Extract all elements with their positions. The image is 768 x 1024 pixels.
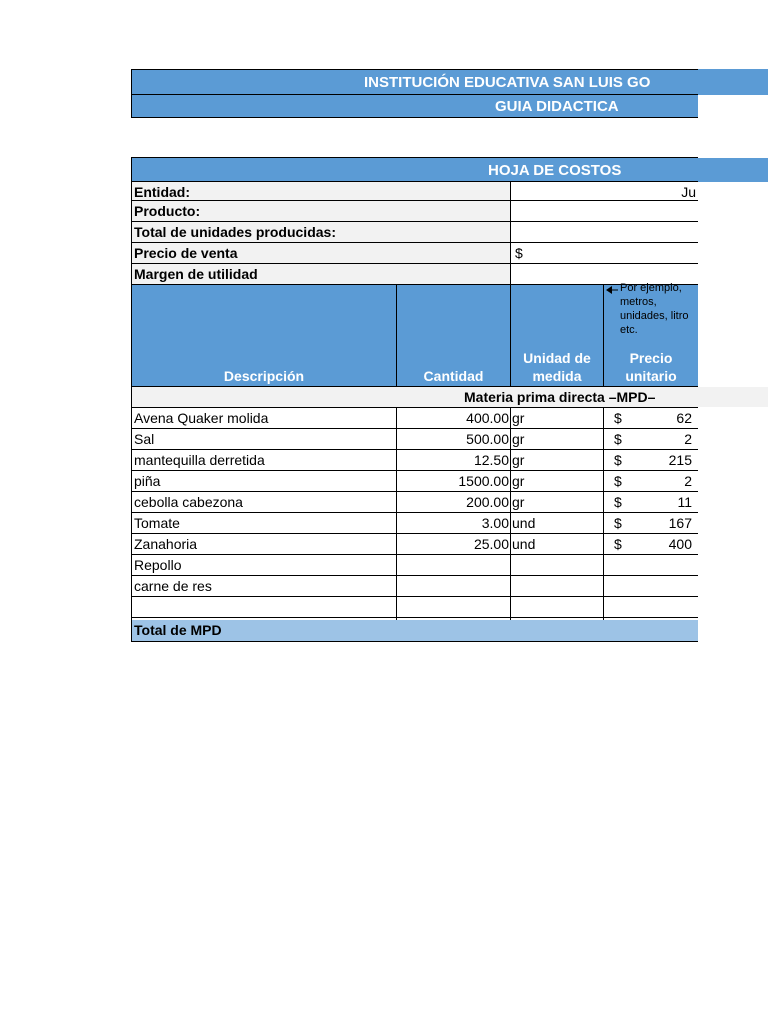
row-unit-price[interactable]: 167 [668, 515, 692, 531]
guide-title: GUIA DIDACTICA [495, 98, 619, 115]
row-unit[interactable]: und [512, 536, 536, 552]
note-line-4: etc. [620, 324, 638, 336]
row-unit-price[interactable]: 11 [677, 494, 692, 510]
note-line-2: metros, [620, 296, 657, 308]
row-unit-price[interactable]: 2 [684, 473, 692, 489]
cost-sheet-title: HOJA DE COSTOS [488, 162, 622, 179]
row-unit[interactable]: und [512, 515, 536, 531]
column-unit-line2: medida [532, 368, 582, 384]
row-description[interactable]: Sal [134, 431, 155, 447]
row-quantity[interactable]: 25.00 [473, 536, 509, 552]
row-unit[interactable]: gr [512, 473, 525, 489]
row-quantity[interactable]: 12.50 [473, 452, 509, 468]
column-price-line1: Precio [629, 350, 673, 366]
row-description[interactable]: Avena Quaker molida [134, 410, 269, 426]
row-description[interactable]: piña [134, 473, 161, 489]
row-description[interactable]: cebolla cabezona [134, 494, 243, 510]
row-currency[interactable]: $ [614, 410, 622, 426]
row-description[interactable]: Zanahoria [134, 536, 198, 552]
row-currency[interactable]: $ [614, 515, 622, 531]
note-line-3: unidades, litro [620, 310, 689, 322]
row-quantity[interactable]: 400.00 [466, 410, 509, 426]
column-description: Descripción [223, 368, 305, 384]
total-label: Total de MPD [134, 622, 222, 638]
row-currency[interactable]: $ [614, 536, 622, 552]
note-comment [617, 282, 698, 340]
row-quantity[interactable]: 3.00 [481, 515, 509, 531]
info-label-entidad: Entidad: [134, 184, 190, 200]
column-unit-line1: Unidad de [523, 350, 591, 366]
info-label-unidades: Total de unidades producidas: [134, 224, 336, 240]
row-currency[interactable]: $ [614, 494, 622, 510]
row-description[interactable]: mantequilla derretida [134, 452, 265, 468]
row-quantity[interactable]: 1500.00 [458, 473, 509, 489]
row-description[interactable]: carne de res [134, 578, 212, 594]
info-label-producto: Producto: [134, 203, 201, 219]
row-unit-price[interactable]: 400 [668, 536, 692, 552]
institution-title: INSTITUCIÓN EDUCATIVA SAN LUIS GO [364, 74, 651, 91]
row-unit-price[interactable]: 215 [668, 452, 692, 468]
row-unit[interactable]: gr [512, 431, 525, 447]
row-unit[interactable]: gr [512, 494, 525, 510]
row-currency[interactable]: $ [614, 473, 622, 489]
row-unit[interactable]: gr [512, 452, 525, 468]
info-label-margen: Margen de utilidad [134, 266, 258, 282]
row-unit[interactable]: gr [512, 410, 525, 426]
info-label-precio-venta: Precio de venta [134, 245, 238, 261]
section-title: Materia prima directa –MPD– [464, 389, 656, 405]
column-quantity: Cantidad [423, 368, 484, 384]
row-quantity[interactable]: 500.00 [466, 431, 509, 447]
info-value-entidad[interactable]: Ju [681, 184, 696, 200]
row-quantity[interactable]: 200.00 [466, 494, 509, 510]
row-currency[interactable]: $ [614, 452, 622, 468]
row-unit-price[interactable]: 62 [676, 410, 692, 426]
row-description[interactable]: Repollo [134, 557, 182, 573]
row-description[interactable]: Tomate [134, 515, 180, 531]
info-value-precio-venta[interactable]: $ [515, 245, 523, 261]
row-currency[interactable]: $ [614, 431, 622, 447]
note-line-1: Por ejemplo, [620, 282, 682, 294]
column-price-line2: unitario [625, 368, 677, 384]
row-unit-price[interactable]: 2 [684, 431, 692, 447]
